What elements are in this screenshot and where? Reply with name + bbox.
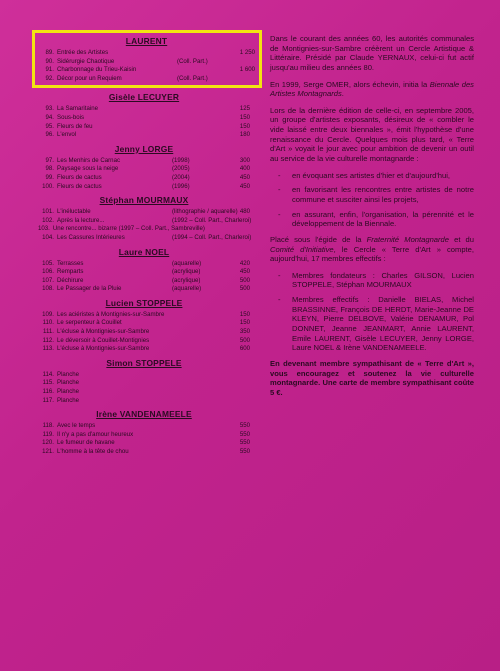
artwork-title: L'écluse à Montignies-sur-Sambre xyxy=(57,345,150,353)
artwork-note xyxy=(170,379,224,388)
artwork-price: 500 xyxy=(239,285,250,293)
artwork-number: 115. xyxy=(42,379,54,387)
artwork-row xyxy=(38,174,250,183)
artwork-number: 109. xyxy=(42,310,54,318)
artwork-note xyxy=(170,448,224,457)
artwork-number: 107. xyxy=(42,276,54,284)
artwork-note xyxy=(170,328,224,337)
artwork-title: Le serpenteur à Couillet xyxy=(57,319,122,327)
artwork-row xyxy=(38,422,250,431)
artist-name: Irène VANDENAMEELE xyxy=(96,409,192,420)
artwork-note: (2004) xyxy=(172,173,190,181)
artwork-row xyxy=(38,58,255,67)
biennale-text: En 1999, Serge OMER, alors échevin, initia la xyxy=(270,79,430,89)
artwork-note xyxy=(170,105,224,114)
artwork-number: 99. xyxy=(45,173,54,181)
cercle-description xyxy=(270,34,474,398)
goal-item: - en favorisant les rencontres entre artistes de notre commune et susciter ainsi les projets, xyxy=(270,185,474,204)
artwork-price: 450 xyxy=(239,173,250,181)
membership-call: En devenant membre sympathisant de « Terre d'Art », vous encouragez et soutenez la vie culturelle montagnarde. Une carte de membre sympathisant coûte 5 €. xyxy=(270,358,474,397)
artwork-price: 1 600 xyxy=(239,66,255,74)
artwork-number: 103. xyxy=(38,225,50,233)
artist-section xyxy=(38,92,250,139)
artwork-row xyxy=(38,319,250,328)
patronage-and: et du xyxy=(449,234,474,244)
artwork-row xyxy=(38,277,250,286)
artwork-price xyxy=(224,397,250,406)
artwork-note xyxy=(170,397,224,406)
artwork-row xyxy=(38,208,250,217)
artwork-note xyxy=(170,114,224,123)
artwork-row xyxy=(38,225,250,234)
artist-section xyxy=(38,144,250,191)
artwork-title: Fleurs de feu xyxy=(57,122,93,130)
artist-name: LAURENT xyxy=(125,36,168,46)
artwork-row xyxy=(38,448,250,457)
goals-list xyxy=(270,171,474,229)
patronage-text: Placé sous l'égide de la xyxy=(270,234,367,244)
artwork-row xyxy=(38,131,250,140)
artwork-title: Fleurs de cactus xyxy=(57,182,102,190)
artwork-price: 600 xyxy=(239,345,250,353)
artwork-number: 111. xyxy=(43,328,54,336)
artwork-number: 118. xyxy=(42,422,54,430)
artwork-number: 114. xyxy=(42,370,54,378)
artwork-number: 105. xyxy=(42,259,54,267)
artwork-price: 180 xyxy=(239,131,250,139)
artwork-note xyxy=(175,49,229,58)
renaissance-paragraph: Lors de la dernière édition de celle-ci, en septembre 2005, un groupe d'artistes exposants, désireux de « combler le vide laissé entre deux biennales », émit l'hypothèse d'une renaissance du Cercle. Quelques mois plus tard, « Terre d'Art » voyait le jour avec pour ambition de devenir un outil au service de la vie culturelle montagnarde : xyxy=(270,105,474,164)
artwork-price xyxy=(224,388,250,397)
artwork-price: 500 xyxy=(239,276,250,284)
artwork-price: 500 xyxy=(239,336,250,344)
artwork-title: L'homme à la tête de chou xyxy=(57,448,129,455)
artwork-row xyxy=(38,379,250,388)
artist-name: Jenny LORGE xyxy=(114,143,174,154)
artist-name: Laure NOEL xyxy=(118,246,170,257)
artwork-price: 300 xyxy=(239,156,250,164)
artwork-note xyxy=(170,345,224,354)
artwork-title: Remparts xyxy=(57,268,84,276)
founders-item: - Membres fondateurs : Charles GILSON, Lucien STOPPELE, Stéphan MOURMAUX xyxy=(270,271,474,290)
artwork-price xyxy=(229,58,255,67)
artwork-row xyxy=(38,397,250,406)
artwork-number: 108. xyxy=(42,285,54,293)
artwork-row xyxy=(38,217,250,226)
patronage-end: , le Cercle « Terre d'Art » compte, aujourd'hui, 17 membres effectifs : xyxy=(270,244,474,264)
intro-text: Dans le courant des années 60, les autorités communales de Montignies-sur-Sambre créèrent un Cercle Artistique & Littéraire. xyxy=(270,34,474,63)
artist-section xyxy=(38,409,250,456)
artwork-note: (1994 – Coll. Part., Charleroi) xyxy=(172,233,252,241)
artwork-price xyxy=(236,225,250,234)
artwork-row xyxy=(38,49,255,58)
artwork-row xyxy=(38,268,250,277)
biennale-paragraph xyxy=(270,80,474,99)
artwork-title: Les Menhirs de Carnac xyxy=(57,156,120,164)
artwork-number: 113. xyxy=(42,345,54,353)
artwork-note: (aquarelle) xyxy=(172,259,202,267)
artwork-title: Sidérurgie Chaotique xyxy=(57,57,115,65)
president-text: Présidé par Claude YERNAUX, celui-ci fut actif jusqu'au milieu des années 80. xyxy=(270,53,474,72)
artwork-note xyxy=(170,431,224,440)
artwork-row xyxy=(38,105,250,114)
artwork-title: Planche xyxy=(57,396,80,404)
artwork-number: 90. xyxy=(45,57,54,65)
artwork-title: Les Cassures Intérieures xyxy=(57,233,125,241)
artwork-note: (1996) xyxy=(172,182,190,190)
artwork-row xyxy=(38,371,250,380)
artwork-number: 121. xyxy=(42,448,54,455)
artwork-price xyxy=(224,217,250,226)
artwork-price: 150 xyxy=(239,122,250,130)
artwork-note xyxy=(205,225,236,234)
artwork-title: Une rencontre... bizarre (1997 – Coll. Part., Sambreville) xyxy=(52,225,205,233)
artwork-row xyxy=(38,328,250,337)
artwork-row xyxy=(38,234,250,243)
artwork-price: 125 xyxy=(239,105,250,113)
artwork-number: 95. xyxy=(45,122,54,130)
artwork-row xyxy=(38,260,250,269)
artwork-price: 150 xyxy=(239,310,250,318)
artwork-note xyxy=(170,337,224,346)
artwork-number: 97. xyxy=(45,156,54,164)
artwork-note: (lithographie / aquarelle) xyxy=(172,208,238,216)
artwork-number: 93. xyxy=(45,105,54,113)
artwork-price: 550 xyxy=(239,439,250,447)
artwork-number: 101. xyxy=(42,208,54,216)
artist-section xyxy=(32,30,262,88)
artwork-price: 550 xyxy=(239,448,250,455)
artwork-note xyxy=(170,131,224,140)
artwork-price xyxy=(224,234,250,243)
fraternite-name: Fraternité Montagnarde xyxy=(366,234,449,244)
artwork-title: Il n'y a pas d'amour heureux xyxy=(57,430,134,438)
artwork-catalogue xyxy=(38,30,255,461)
artwork-note: (1992 – Coll. Part., Charleroi) xyxy=(172,216,252,224)
artwork-title: L'inéluctable xyxy=(57,208,91,216)
artwork-price: 550 xyxy=(239,422,250,430)
artwork-price: 150 xyxy=(239,113,250,121)
artwork-title: Terrasses xyxy=(57,259,84,267)
artist-section xyxy=(38,247,250,294)
artwork-number: 110. xyxy=(42,319,54,327)
artwork-title: Fleurs de cactus xyxy=(57,173,102,181)
artwork-price: 1 250 xyxy=(239,49,255,56)
artwork-number: 92. xyxy=(45,74,54,82)
artwork-title: La Samaritaine xyxy=(57,105,98,113)
biennale-name: Biennale des Artistes Montagnards xyxy=(270,79,474,99)
artwork-row xyxy=(38,345,250,354)
artwork-price xyxy=(229,75,255,84)
artwork-row xyxy=(38,431,250,440)
artwork-title: Planche xyxy=(57,388,80,396)
artwork-note xyxy=(175,66,229,75)
artwork-row xyxy=(38,183,250,192)
artist-name: Simon STOPPELE xyxy=(106,357,182,368)
artwork-number: 120. xyxy=(42,439,54,447)
artwork-number: 96. xyxy=(45,131,54,139)
artwork-note: (Coll. Part.) xyxy=(177,74,208,82)
artwork-title: Planche xyxy=(57,379,80,387)
artwork-row xyxy=(38,157,250,166)
artwork-row xyxy=(38,165,250,174)
artwork-note: (acrylique) xyxy=(172,276,201,284)
artwork-number: 116. xyxy=(42,388,54,396)
artwork-row xyxy=(38,337,250,346)
artwork-price: 420 xyxy=(239,259,250,267)
artwork-title: Entrée des Artistes xyxy=(57,49,109,56)
artwork-note xyxy=(170,123,224,132)
artwork-number: 98. xyxy=(45,165,54,173)
artwork-note: (aquarelle) xyxy=(172,285,202,293)
artist-section xyxy=(38,195,250,242)
artwork-note: (1998) xyxy=(172,156,190,164)
artwork-row xyxy=(38,439,250,448)
goal-item: - en évoquant ses artistes d'hier et d'aujourd'hui, xyxy=(270,171,474,181)
artwork-title: Le fumeur de havane xyxy=(57,439,115,447)
artwork-note xyxy=(170,422,224,431)
artist-name: Lucien STOPPELE xyxy=(105,297,183,308)
artwork-number: 89. xyxy=(45,49,54,56)
artwork-price: 450 xyxy=(239,268,250,276)
artwork-note xyxy=(170,311,224,320)
artwork-number: 119. xyxy=(42,430,54,438)
members-list xyxy=(270,271,474,353)
artwork-title: Sous-bois xyxy=(57,113,85,121)
artwork-number: 106. xyxy=(42,268,54,276)
artwork-number: 94. xyxy=(45,113,54,121)
artwork-row xyxy=(38,66,255,75)
artwork-price: 400 xyxy=(239,165,250,173)
artwork-note xyxy=(170,371,224,380)
artist-name: Stéphan MOURMAUX xyxy=(99,195,189,206)
artwork-title: Après la lecture... xyxy=(57,216,105,224)
artwork-row xyxy=(38,388,250,397)
artist-name: Gisèle LECUYER xyxy=(108,92,180,103)
artwork-price: 150 xyxy=(239,319,250,327)
artwork-price xyxy=(224,379,250,388)
artwork-title: Le Passager de la Pluie xyxy=(57,285,122,293)
artwork-number: 100. xyxy=(42,182,54,190)
artwork-title: Les aciéristes à Montignies-sur-Sambre xyxy=(57,310,165,318)
artwork-row xyxy=(38,123,250,132)
artwork-title: Paysage sous la neige xyxy=(57,165,119,173)
artist-section xyxy=(38,298,250,354)
patronage-paragraph xyxy=(270,235,474,264)
comite-name: Comité d'Initiative xyxy=(270,244,334,254)
artwork-number: 91. xyxy=(45,66,54,74)
artwork-number: 102. xyxy=(42,216,54,224)
artwork-row xyxy=(38,114,250,123)
artwork-number: 112. xyxy=(42,336,54,344)
artwork-note: (2005) xyxy=(172,165,190,173)
artwork-number: 117. xyxy=(42,396,54,404)
artwork-row xyxy=(38,311,250,320)
members-item: - Membres effectifs : Danielle BIELAS, Michel BRASSINNE, François DE HERDT, Marie-Jeanne DE KLEYN, Pierre DELBOVE, Valérie DENAMUR, Pol DONNET, Jeanne JEANMART, Annie LAURENT, Emile LAURENT, Gisèle LECUYER, Jenny LORGE, Laure NOEL & Irène VANDENAMEELE. xyxy=(270,295,474,353)
goal-item: - en assurant, enfin, l'organisation, la pérennité et le développement de la Biennale. xyxy=(270,210,474,229)
artwork-price: 550 xyxy=(239,430,250,438)
artwork-row xyxy=(38,285,250,294)
artwork-note: (acrylique) xyxy=(172,268,201,276)
artwork-price: 350 xyxy=(239,328,250,336)
artwork-price: 450 xyxy=(239,182,250,190)
artwork-note xyxy=(170,388,224,397)
artwork-title: Planche xyxy=(57,370,80,378)
artwork-row xyxy=(38,75,255,84)
artwork-price xyxy=(224,371,250,380)
artwork-title: Déchirure xyxy=(57,276,84,284)
artwork-price: 480 xyxy=(239,208,250,216)
artwork-title: L'envol xyxy=(57,131,77,139)
artwork-title: Avec le temps xyxy=(57,422,96,430)
artwork-note xyxy=(170,439,224,448)
artwork-number: 104. xyxy=(42,233,54,241)
artist-section xyxy=(38,358,250,405)
artwork-note: (Coll. Part.) xyxy=(177,57,208,65)
artwork-note xyxy=(170,319,224,328)
artwork-title: Le déversoir à Couillet-Montignies xyxy=(57,336,150,344)
biennale-end: . xyxy=(341,89,344,99)
artwork-title: L'écluse à Montignies-sur-Sambre xyxy=(57,328,150,336)
artwork-title: Charbonnage du Trieu-Kaisin xyxy=(57,66,137,74)
artwork-title: Décor pour un Requiem xyxy=(57,74,122,82)
intro-paragraph xyxy=(270,34,474,73)
